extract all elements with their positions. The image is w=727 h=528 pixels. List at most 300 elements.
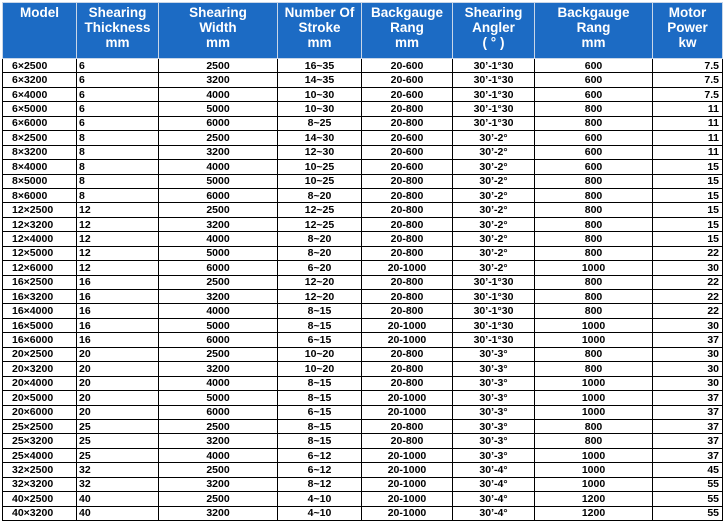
cell-shearing-width: 2500 — [159, 203, 278, 217]
cell-motor-power: 30 — [653, 362, 723, 376]
cell-model: 8×5000 — [3, 174, 77, 188]
header-motor-power — [653, 3, 723, 59]
cell-shearing-angler: 30’-3° — [453, 376, 535, 390]
cell-shearing-angler: 30’-1°30 — [453, 87, 535, 101]
cell-shearing-thickness: 8 — [77, 188, 159, 202]
cell-shearing-angler: 30’-4° — [453, 492, 535, 506]
cell-shearing-width: 6000 — [159, 333, 278, 347]
cell-shearing-width: 2500 — [159, 463, 278, 477]
cell-shearing-width: 3200 — [159, 145, 278, 159]
table-row — [3, 174, 723, 188]
cell-shearing-angler: 30’-3° — [453, 362, 535, 376]
cell-motor-power: 15 — [653, 217, 723, 231]
cell-backgauge-rang: 20-800 — [362, 362, 453, 376]
cell-backgauge-rang: 20-600 — [362, 131, 453, 145]
header-shearing-thickness-label: Shearing Thickness mm — [84, 5, 151, 50]
cell-backgauge-rang-2: 1200 — [535, 506, 653, 520]
cell-backgauge-rang-2: 1000 — [535, 261, 653, 275]
table-row — [3, 347, 723, 361]
cell-shearing-thickness: 12 — [77, 246, 159, 260]
cell-shearing-width: 5000 — [159, 174, 278, 188]
cell-shearing-width: 2500 — [159, 347, 278, 361]
cell-shearing-thickness: 20 — [77, 362, 159, 376]
cell-shearing-width: 4000 — [159, 376, 278, 390]
cell-motor-power: 7.5 — [653, 73, 723, 87]
table-row — [3, 73, 723, 87]
cell-motor-power: 11 — [653, 102, 723, 116]
table-row — [3, 188, 723, 202]
cell-motor-power: 37 — [653, 434, 723, 448]
table-row — [3, 333, 723, 347]
cell-shearing-width: 6000 — [159, 188, 278, 202]
cell-shearing-width: 4000 — [159, 448, 278, 462]
cell-shearing-angler: 30’-1°30 — [453, 304, 535, 318]
table-row — [3, 463, 723, 477]
cell-backgauge-rang: 20-1000 — [362, 405, 453, 419]
table-body — [3, 59, 723, 521]
cell-shearing-thickness: 20 — [77, 391, 159, 405]
cell-model: 6×2500 — [3, 59, 77, 73]
cell-number-of-stroke: 10~25 — [278, 160, 362, 174]
cell-model: 32×2500 — [3, 463, 77, 477]
cell-shearing-angler: 30’-2° — [453, 217, 535, 231]
cell-backgauge-rang: 20-800 — [362, 188, 453, 202]
cell-number-of-stroke: 6~15 — [278, 405, 362, 419]
cell-number-of-stroke: 16~35 — [278, 59, 362, 73]
cell-model: 6×5000 — [3, 102, 77, 116]
cell-model: 40×2500 — [3, 492, 77, 506]
table-header — [3, 3, 723, 59]
cell-backgauge-rang: 20-1000 — [362, 477, 453, 491]
cell-backgauge-rang-2: 800 — [535, 217, 653, 231]
cell-shearing-angler: 30’-3° — [453, 405, 535, 419]
table-row — [3, 318, 723, 332]
header-shearing-angler-label: Shearing Angler ( ° ) — [464, 5, 523, 50]
cell-backgauge-rang: 20-800 — [362, 419, 453, 433]
cell-model: 25×4000 — [3, 448, 77, 462]
cell-number-of-stroke: 10~20 — [278, 362, 362, 376]
cell-backgauge-rang: 20-800 — [362, 347, 453, 361]
table-row — [3, 131, 723, 145]
cell-model: 16×2500 — [3, 275, 77, 289]
cell-shearing-width: 3200 — [159, 506, 278, 520]
cell-backgauge-rang-2: 1000 — [535, 391, 653, 405]
cell-shearing-width: 2500 — [159, 275, 278, 289]
cell-backgauge-rang-2: 800 — [535, 246, 653, 260]
cell-motor-power: 15 — [653, 174, 723, 188]
cell-shearing-width: 3200 — [159, 477, 278, 491]
cell-model: 20×5000 — [3, 391, 77, 405]
cell-shearing-thickness: 6 — [77, 59, 159, 73]
cell-shearing-angler: 30’-3° — [453, 434, 535, 448]
cell-backgauge-rang-2: 800 — [535, 290, 653, 304]
cell-shearing-angler: 30’-4° — [453, 506, 535, 520]
cell-shearing-angler: 30’-1°30 — [453, 73, 535, 87]
table-row — [3, 391, 723, 405]
cell-shearing-width: 2500 — [159, 59, 278, 73]
cell-backgauge-rang: 20-1000 — [362, 261, 453, 275]
cell-shearing-angler: 30’-1°30 — [453, 318, 535, 332]
cell-shearing-width: 6000 — [159, 116, 278, 130]
cell-backgauge-rang-2: 800 — [535, 275, 653, 289]
cell-backgauge-rang-2: 1000 — [535, 318, 653, 332]
cell-backgauge-rang-2: 1000 — [535, 477, 653, 491]
cell-model: 16×3200 — [3, 290, 77, 304]
cell-model: 6×4000 — [3, 87, 77, 101]
cell-motor-power: 30 — [653, 261, 723, 275]
cell-shearing-width: 4000 — [159, 87, 278, 101]
cell-shearing-angler: 30’-1°30 — [453, 275, 535, 289]
cell-number-of-stroke: 6~15 — [278, 333, 362, 347]
cell-model: 20×3200 — [3, 362, 77, 376]
table-row — [3, 87, 723, 101]
cell-backgauge-rang-2: 800 — [535, 116, 653, 130]
cell-shearing-width: 2500 — [159, 419, 278, 433]
cell-shearing-width: 4000 — [159, 304, 278, 318]
cell-shearing-width: 5000 — [159, 391, 278, 405]
cell-backgauge-rang-2: 800 — [535, 188, 653, 202]
cell-number-of-stroke: 8~15 — [278, 419, 362, 433]
cell-number-of-stroke: 8~20 — [278, 232, 362, 246]
cell-number-of-stroke: 12~30 — [278, 145, 362, 159]
cell-model: 32×3200 — [3, 477, 77, 491]
cell-backgauge-rang-2: 600 — [535, 131, 653, 145]
header-backgauge-rang-label: Backgauge Rang mm — [370, 5, 444, 50]
cell-shearing-width: 3200 — [159, 73, 278, 87]
header-number-of-stroke — [278, 3, 362, 59]
cell-shearing-thickness: 12 — [77, 232, 159, 246]
cell-shearing-angler: 30’-2° — [453, 261, 535, 275]
cell-backgauge-rang: 20-1000 — [362, 391, 453, 405]
cell-shearing-width: 4000 — [159, 160, 278, 174]
cell-model: 16×6000 — [3, 333, 77, 347]
cell-number-of-stroke: 10~30 — [278, 102, 362, 116]
cell-backgauge-rang: 20-1000 — [362, 448, 453, 462]
cell-motor-power: 30 — [653, 347, 723, 361]
cell-motor-power: 37 — [653, 405, 723, 419]
header-number-of-stroke-label: Number Of Stroke mm — [284, 5, 355, 50]
header-shearing-thickness — [77, 3, 159, 59]
cell-backgauge-rang-2: 800 — [535, 232, 653, 246]
cell-motor-power: 55 — [653, 492, 723, 506]
table-row — [3, 362, 723, 376]
cell-shearing-thickness: 25 — [77, 419, 159, 433]
header-row — [3, 3, 723, 59]
table-row — [3, 304, 723, 318]
cell-backgauge-rang: 20-800 — [362, 217, 453, 231]
cell-backgauge-rang-2: 600 — [535, 73, 653, 87]
table-row — [3, 419, 723, 433]
cell-model: 40×3200 — [3, 506, 77, 520]
cell-motor-power: 37 — [653, 419, 723, 433]
cell-motor-power: 15 — [653, 203, 723, 217]
cell-shearing-thickness: 6 — [77, 102, 159, 116]
cell-model: 20×4000 — [3, 376, 77, 390]
cell-number-of-stroke: 10~25 — [278, 174, 362, 188]
cell-model: 12×6000 — [3, 261, 77, 275]
cell-shearing-width: 2500 — [159, 492, 278, 506]
cell-backgauge-rang-2: 600 — [535, 145, 653, 159]
cell-number-of-stroke: 8~15 — [278, 376, 362, 390]
cell-number-of-stroke: 8~15 — [278, 434, 362, 448]
cell-backgauge-rang-2: 1000 — [535, 448, 653, 462]
cell-backgauge-rang: 20-800 — [362, 434, 453, 448]
cell-shearing-angler: 30’-3° — [453, 419, 535, 433]
cell-shearing-width: 5000 — [159, 318, 278, 332]
cell-backgauge-rang-2: 1200 — [535, 492, 653, 506]
cell-backgauge-rang-2: 800 — [535, 362, 653, 376]
cell-shearing-thickness: 8 — [77, 145, 159, 159]
cell-shearing-thickness: 40 — [77, 506, 159, 520]
cell-motor-power: 15 — [653, 160, 723, 174]
table-row — [3, 434, 723, 448]
table-row — [3, 203, 723, 217]
cell-backgauge-rang-2: 1000 — [535, 333, 653, 347]
cell-backgauge-rang: 20-1000 — [362, 318, 453, 332]
cell-model: 25×3200 — [3, 434, 77, 448]
cell-motor-power: 11 — [653, 145, 723, 159]
cell-shearing-angler: 30’-1°30 — [453, 102, 535, 116]
cell-shearing-angler: 30’-4° — [453, 477, 535, 491]
cell-backgauge-rang: 20-800 — [362, 203, 453, 217]
cell-model: 12×2500 — [3, 203, 77, 217]
cell-shearing-thickness: 6 — [77, 87, 159, 101]
cell-motor-power: 22 — [653, 246, 723, 260]
cell-shearing-thickness: 8 — [77, 174, 159, 188]
cell-shearing-angler: 30’-3° — [453, 347, 535, 361]
cell-backgauge-rang-2: 800 — [535, 203, 653, 217]
cell-backgauge-rang: 20-600 — [362, 59, 453, 73]
table-row — [3, 160, 723, 174]
cell-shearing-angler: 30’-1°30 — [453, 290, 535, 304]
cell-shearing-width: 2500 — [159, 131, 278, 145]
cell-number-of-stroke: 8~15 — [278, 391, 362, 405]
cell-backgauge-rang-2: 600 — [535, 59, 653, 73]
cell-motor-power: 22 — [653, 290, 723, 304]
cell-motor-power: 7.5 — [653, 87, 723, 101]
cell-shearing-angler: 30’-2° — [453, 160, 535, 174]
cell-number-of-stroke: 4~10 — [278, 506, 362, 520]
cell-number-of-stroke: 6~20 — [278, 261, 362, 275]
cell-number-of-stroke: 12~20 — [278, 275, 362, 289]
cell-motor-power: 7.5 — [653, 59, 723, 73]
cell-shearing-angler: 30’-2° — [453, 203, 535, 217]
cell-backgauge-rang: 20-1000 — [362, 463, 453, 477]
table-row — [3, 477, 723, 491]
cell-backgauge-rang-2: 800 — [535, 304, 653, 318]
cell-model: 8×6000 — [3, 188, 77, 202]
table-row — [3, 405, 723, 419]
cell-shearing-thickness: 12 — [77, 217, 159, 231]
cell-motor-power: 22 — [653, 304, 723, 318]
cell-backgauge-rang-2: 1000 — [535, 376, 653, 390]
table-row — [3, 217, 723, 231]
cell-number-of-stroke: 8~20 — [278, 188, 362, 202]
cell-backgauge-rang-2: 800 — [535, 419, 653, 433]
cell-number-of-stroke: 6~12 — [278, 463, 362, 477]
cell-backgauge-rang-2: 600 — [535, 87, 653, 101]
cell-shearing-angler: 30’-1°30 — [453, 333, 535, 347]
cell-model: 12×5000 — [3, 246, 77, 260]
cell-shearing-thickness: 20 — [77, 405, 159, 419]
cell-model: 12×4000 — [3, 232, 77, 246]
cell-shearing-thickness: 20 — [77, 376, 159, 390]
cell-motor-power: 30 — [653, 318, 723, 332]
cell-number-of-stroke: 12~25 — [278, 203, 362, 217]
cell-backgauge-rang: 20-1000 — [362, 492, 453, 506]
cell-motor-power: 37 — [653, 333, 723, 347]
cell-shearing-thickness: 16 — [77, 333, 159, 347]
cell-shearing-thickness: 32 — [77, 463, 159, 477]
cell-shearing-thickness: 16 — [77, 290, 159, 304]
cell-shearing-angler: 30’-3° — [453, 448, 535, 462]
cell-shearing-angler: 30’-2° — [453, 145, 535, 159]
cell-backgauge-rang: 20-800 — [362, 304, 453, 318]
table-row — [3, 59, 723, 73]
cell-shearing-width: 3200 — [159, 217, 278, 231]
cell-shearing-angler: 30’-4° — [453, 463, 535, 477]
cell-motor-power: 15 — [653, 188, 723, 202]
cell-backgauge-rang-2: 600 — [535, 160, 653, 174]
table-row — [3, 290, 723, 304]
header-shearing-width-label: Shearing Width mm — [189, 5, 247, 50]
cell-shearing-angler: 30’-1°30 — [453, 59, 535, 73]
cell-backgauge-rang: 20-800 — [362, 275, 453, 289]
cell-shearing-angler: 30’-1°30 — [453, 116, 535, 130]
cell-shearing-thickness: 16 — [77, 304, 159, 318]
header-shearing-angler — [453, 3, 535, 59]
cell-model: 6×6000 — [3, 116, 77, 130]
cell-model: 8×3200 — [3, 145, 77, 159]
cell-shearing-angler: 30’-3° — [453, 391, 535, 405]
cell-backgauge-rang-2: 800 — [535, 174, 653, 188]
table-row — [3, 246, 723, 260]
cell-backgauge-rang-2: 1000 — [535, 463, 653, 477]
cell-shearing-thickness: 12 — [77, 261, 159, 275]
cell-motor-power: 22 — [653, 275, 723, 289]
header-backgauge-rang-2-label: Backgauge Rang mm — [557, 5, 630, 50]
table-row — [3, 492, 723, 506]
cell-shearing-thickness: 6 — [77, 73, 159, 87]
header-model-label: Model — [20, 5, 59, 20]
table-row — [3, 376, 723, 390]
cell-shearing-thickness: 16 — [77, 318, 159, 332]
cell-model: 25×2500 — [3, 419, 77, 433]
table-row — [3, 102, 723, 116]
cell-backgauge-rang-2: 800 — [535, 347, 653, 361]
cell-motor-power: 11 — [653, 116, 723, 130]
cell-shearing-angler: 30’-2° — [453, 174, 535, 188]
cell-backgauge-rang: 20-600 — [362, 87, 453, 101]
cell-model: 16×4000 — [3, 304, 77, 318]
cell-shearing-width: 4000 — [159, 232, 278, 246]
cell-backgauge-rang: 20-800 — [362, 116, 453, 130]
cell-shearing-thickness: 12 — [77, 203, 159, 217]
cell-backgauge-rang: 20-800 — [362, 246, 453, 260]
cell-backgauge-rang: 20-800 — [362, 174, 453, 188]
cell-backgauge-rang: 20-600 — [362, 160, 453, 174]
table-row — [3, 232, 723, 246]
table-row — [3, 145, 723, 159]
cell-backgauge-rang: 20-800 — [362, 232, 453, 246]
header-backgauge-rang-2 — [535, 3, 653, 59]
cell-shearing-thickness: 16 — [77, 275, 159, 289]
cell-shearing-width: 5000 — [159, 102, 278, 116]
cell-backgauge-rang-2: 800 — [535, 434, 653, 448]
cell-number-of-stroke: 12~20 — [278, 290, 362, 304]
spec-table-container — [2, 2, 722, 521]
cell-number-of-stroke: 4~10 — [278, 492, 362, 506]
cell-backgauge-rang: 20-1000 — [362, 333, 453, 347]
cell-backgauge-rang: 20-600 — [362, 145, 453, 159]
cell-model: 16×5000 — [3, 318, 77, 332]
table-row — [3, 275, 723, 289]
cell-shearing-thickness: 20 — [77, 347, 159, 361]
cell-model: 6×3200 — [3, 73, 77, 87]
cell-shearing-thickness: 25 — [77, 448, 159, 462]
cell-shearing-thickness: 6 — [77, 116, 159, 130]
cell-shearing-width: 3200 — [159, 434, 278, 448]
cell-backgauge-rang: 20-800 — [362, 290, 453, 304]
cell-model: 12×3200 — [3, 217, 77, 231]
cell-shearing-angler: 30’-2° — [453, 232, 535, 246]
cell-backgauge-rang-2: 1000 — [535, 405, 653, 419]
cell-number-of-stroke: 8~25 — [278, 116, 362, 130]
cell-shearing-width: 6000 — [159, 405, 278, 419]
shearing-machine-spec-table — [2, 2, 723, 521]
cell-motor-power: 30 — [653, 376, 723, 390]
cell-number-of-stroke: 14~30 — [278, 131, 362, 145]
cell-motor-power: 15 — [653, 232, 723, 246]
cell-shearing-width: 6000 — [159, 261, 278, 275]
cell-shearing-thickness: 32 — [77, 477, 159, 491]
cell-backgauge-rang: 20-600 — [362, 73, 453, 87]
cell-shearing-thickness: 25 — [77, 434, 159, 448]
header-model — [3, 3, 77, 59]
cell-number-of-stroke: 8~20 — [278, 246, 362, 260]
cell-model: 8×4000 — [3, 160, 77, 174]
cell-shearing-width: 3200 — [159, 362, 278, 376]
cell-backgauge-rang: 20-800 — [362, 376, 453, 390]
cell-backgauge-rang-2: 800 — [535, 102, 653, 116]
cell-number-of-stroke: 6~12 — [278, 448, 362, 462]
table-row — [3, 448, 723, 462]
cell-number-of-stroke: 8~15 — [278, 304, 362, 318]
cell-shearing-angler: 30’-2° — [453, 246, 535, 260]
cell-motor-power: 37 — [653, 448, 723, 462]
cell-shearing-thickness: 8 — [77, 131, 159, 145]
cell-shearing-width: 3200 — [159, 290, 278, 304]
header-shearing-width — [159, 3, 278, 59]
cell-motor-power: 45 — [653, 463, 723, 477]
cell-shearing-width: 5000 — [159, 246, 278, 260]
cell-shearing-thickness: 40 — [77, 492, 159, 506]
cell-number-of-stroke: 10~30 — [278, 87, 362, 101]
cell-number-of-stroke: 8~12 — [278, 477, 362, 491]
cell-motor-power: 11 — [653, 131, 723, 145]
cell-number-of-stroke: 12~25 — [278, 217, 362, 231]
cell-number-of-stroke: 10~20 — [278, 347, 362, 361]
cell-motor-power: 55 — [653, 477, 723, 491]
cell-backgauge-rang: 20-1000 — [362, 506, 453, 520]
header-motor-power-label: Motor Power kw — [667, 5, 708, 50]
cell-number-of-stroke: 8~15 — [278, 318, 362, 332]
cell-shearing-angler: 30’-2° — [453, 188, 535, 202]
cell-model: 20×2500 — [3, 347, 77, 361]
cell-shearing-thickness: 8 — [77, 160, 159, 174]
header-backgauge-rang — [362, 3, 453, 59]
cell-shearing-angler: 30’-2° — [453, 131, 535, 145]
